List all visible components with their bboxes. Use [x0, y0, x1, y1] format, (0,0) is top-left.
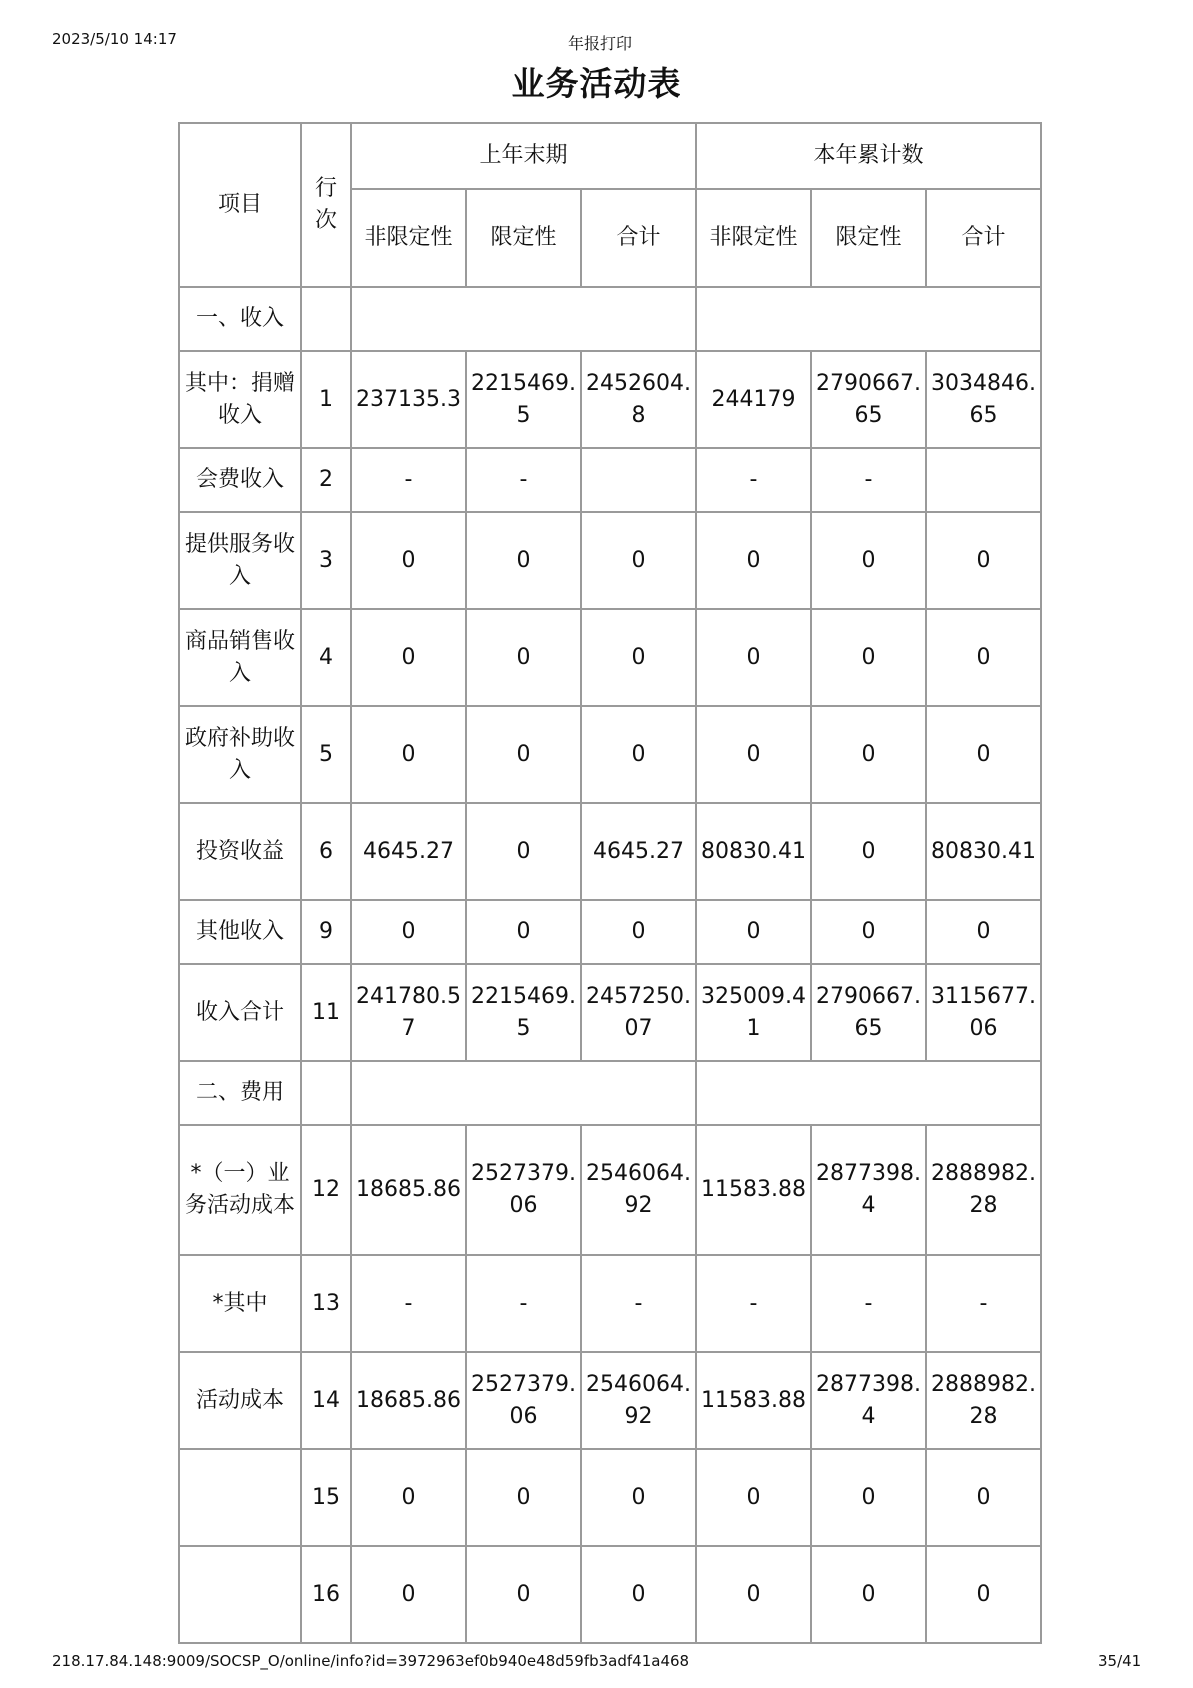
row-no: 14: [301, 1352, 351, 1449]
col-header-cur-period: 本年累计数: [696, 123, 1041, 189]
cell-cur-restricted: 2790667.65: [811, 351, 926, 448]
cell-prev-restricted: 2215469.5: [466, 964, 581, 1061]
row-label: 会费收入: [179, 448, 301, 512]
cell-cur-restricted: 0: [811, 1546, 926, 1643]
cell-prev-restricted: 0: [466, 512, 581, 609]
col-header-prev-total: 合计: [581, 189, 696, 287]
table-row: [179, 1449, 1041, 1546]
cell-prev-total: 0: [581, 900, 696, 964]
row-label: 投资收益: [179, 803, 301, 900]
row-no: 3: [301, 512, 351, 609]
cell-prev-total: -: [581, 1255, 696, 1352]
cell-prev-restricted: 0: [466, 1449, 581, 1546]
table-row: [179, 900, 1041, 964]
cell-prev-non-restricted: 18685.86: [351, 1125, 466, 1255]
cell-prev-total: 2452604.8: [581, 351, 696, 448]
cell-prev-total: 0: [581, 609, 696, 706]
cell-prev-total: 0: [581, 706, 696, 803]
col-header-prev-restricted: 限定性: [466, 189, 581, 287]
cell-prev-non-restricted: 237135.3: [351, 351, 466, 448]
cell-cur-total: 80830.41: [926, 803, 1041, 900]
row-label: [179, 1546, 301, 1643]
cell-prev-non-restricted: -: [351, 1255, 466, 1352]
row-label: *其中: [179, 1255, 301, 1352]
cell-prev-restricted: 2215469.5: [466, 351, 581, 448]
cell-cur-non-restricted: 80830.41: [696, 803, 811, 900]
cell-prev-non-restricted: 0: [351, 900, 466, 964]
row-no: 4: [301, 609, 351, 706]
cell-cur-non-restricted: 11583.88: [696, 1125, 811, 1255]
table-row: [179, 1255, 1041, 1352]
col-header-cur-restricted: 限定性: [811, 189, 926, 287]
row-no: 16: [301, 1546, 351, 1643]
cell-cur-non-restricted: 11583.88: [696, 1352, 811, 1449]
cell-cur-non-restricted: 0: [696, 1546, 811, 1643]
table-row: [179, 351, 1041, 448]
cell-prev-total: 0: [581, 1449, 696, 1546]
table-row: [179, 448, 1041, 512]
table-row: [179, 706, 1041, 803]
cell-prev-non-restricted: 4645.27: [351, 803, 466, 900]
cell-prev-restricted: -: [466, 1255, 581, 1352]
cell-prev-restricted: -: [466, 448, 581, 512]
row-label: 提供服务收入: [179, 512, 301, 609]
cell-prev-non-restricted: 0: [351, 1449, 466, 1546]
col-header-prev-period: 上年末期: [351, 123, 696, 189]
cell-cur-restricted: 0: [811, 706, 926, 803]
page-url: 218.17.84.148:9009/SOCSP_O/online/info?id=3972963ef0b940e48d59fb3adf41a468: [52, 1652, 690, 1670]
report-title: 业务活动表: [511, 64, 682, 103]
cell-prev-non-restricted: 0: [351, 706, 466, 803]
cell-prev-total: 0: [581, 512, 696, 609]
cell-prev-restricted: 2527379.06: [466, 1125, 581, 1255]
cell-cur-total: 0: [926, 512, 1041, 609]
table-row: [179, 512, 1041, 609]
cell-cur-restricted: 0: [811, 900, 926, 964]
section-blank: [351, 1061, 696, 1125]
cell-cur-total: 3115677.06: [926, 964, 1041, 1061]
row-no: 11: [301, 964, 351, 1061]
cell-cur-total: [926, 448, 1041, 512]
cell-cur-non-restricted: -: [696, 1255, 811, 1352]
cell-cur-non-restricted: -: [696, 448, 811, 512]
row-no: [301, 287, 351, 351]
cell-cur-total: 0: [926, 1546, 1041, 1643]
cell-prev-total: 2457250.07: [581, 964, 696, 1061]
row-label: 收入合计: [179, 964, 301, 1061]
cell-cur-restricted: 2877398.4: [811, 1352, 926, 1449]
col-header-row-no: 行次: [301, 123, 351, 287]
cell-cur-restricted: 0: [811, 609, 926, 706]
cell-prev-total: [581, 448, 696, 512]
col-header-item: 项目: [179, 123, 301, 287]
cell-cur-total: 2888982.28: [926, 1352, 1041, 1449]
page-number: 35/41: [1098, 1652, 1142, 1670]
row-no: 1: [301, 351, 351, 448]
cell-prev-restricted: 0: [466, 609, 581, 706]
cell-prev-non-restricted: 18685.86: [351, 1352, 466, 1449]
cell-cur-non-restricted: 0: [696, 609, 811, 706]
table-row: [179, 287, 1041, 351]
cell-cur-total: 0: [926, 609, 1041, 706]
row-label: *（一）业务活动成本: [179, 1125, 301, 1255]
cell-cur-restricted: 2877398.4: [811, 1125, 926, 1255]
row-no: 5: [301, 706, 351, 803]
row-no: 9: [301, 900, 351, 964]
col-header-cur-total: 合计: [926, 189, 1041, 287]
row-label: 其他收入: [179, 900, 301, 964]
table-row: [179, 609, 1041, 706]
cell-prev-non-restricted: -: [351, 448, 466, 512]
cell-prev-non-restricted: 241780.57: [351, 964, 466, 1061]
cell-cur-restricted: 0: [811, 1449, 926, 1546]
cell-prev-total: 4645.27: [581, 803, 696, 900]
business-activity-table: [178, 122, 1042, 1644]
cell-cur-restricted: -: [811, 448, 926, 512]
col-header-cur-non-restricted: 非限定性: [696, 189, 811, 287]
row-label: 政府补助收入: [179, 706, 301, 803]
cell-cur-non-restricted: 244179: [696, 351, 811, 448]
cell-cur-restricted: 2790667.65: [811, 964, 926, 1061]
cell-cur-restricted: -: [811, 1255, 926, 1352]
row-label: 二、费用: [179, 1061, 301, 1125]
print-page-title: 年报打印: [567, 34, 632, 53]
row-label: 活动成本: [179, 1352, 301, 1449]
section-blank: [696, 1061, 1041, 1125]
row-no: 12: [301, 1125, 351, 1255]
row-label: 商品销售收入: [179, 609, 301, 706]
cell-cur-restricted: 0: [811, 803, 926, 900]
table-row: [179, 964, 1041, 1061]
table-row: [179, 1061, 1041, 1125]
cell-prev-restricted: 2527379.06: [466, 1352, 581, 1449]
cell-cur-restricted: 0: [811, 512, 926, 609]
cell-prev-restricted: 0: [466, 803, 581, 900]
cell-cur-total: 2888982.28: [926, 1125, 1041, 1255]
cell-cur-total: 0: [926, 1449, 1041, 1546]
cell-cur-total: 0: [926, 900, 1041, 964]
cell-cur-total: 0: [926, 706, 1041, 803]
row-no: 15: [301, 1449, 351, 1546]
cell-cur-total: 3034846.65: [926, 351, 1041, 448]
row-no: [301, 1061, 351, 1125]
row-label: 一、收入: [179, 287, 301, 351]
print-datetime: 2023/5/10 14:17: [52, 30, 177, 48]
cell-prev-restricted: 0: [466, 900, 581, 964]
row-no: 2: [301, 448, 351, 512]
table-row: [179, 1546, 1041, 1643]
row-label: 其中：捐赠收入: [179, 351, 301, 448]
row-label: [179, 1449, 301, 1546]
cell-prev-total: 2546064.92: [581, 1352, 696, 1449]
cell-prev-total: 2546064.92: [581, 1125, 696, 1255]
cell-prev-restricted: 0: [466, 1546, 581, 1643]
cell-prev-non-restricted: 0: [351, 512, 466, 609]
cell-prev-non-restricted: 0: [351, 1546, 466, 1643]
row-no: 13: [301, 1255, 351, 1352]
table-row: [179, 1352, 1041, 1449]
table-row: [179, 803, 1041, 900]
section-blank: [696, 287, 1041, 351]
table-row: [179, 1125, 1041, 1255]
section-blank: [351, 287, 696, 351]
cell-prev-non-restricted: 0: [351, 609, 466, 706]
cell-cur-non-restricted: 0: [696, 900, 811, 964]
row-no: 6: [301, 803, 351, 900]
col-header-prev-non-restricted: 非限定性: [351, 189, 466, 287]
cell-cur-total: -: [926, 1255, 1041, 1352]
cell-prev-restricted: 0: [466, 706, 581, 803]
cell-prev-total: 0: [581, 1546, 696, 1643]
cell-cur-non-restricted: 0: [696, 512, 811, 609]
cell-cur-non-restricted: 325009.41: [696, 964, 811, 1061]
cell-cur-non-restricted: 0: [696, 706, 811, 803]
cell-cur-non-restricted: 0: [696, 1449, 811, 1546]
